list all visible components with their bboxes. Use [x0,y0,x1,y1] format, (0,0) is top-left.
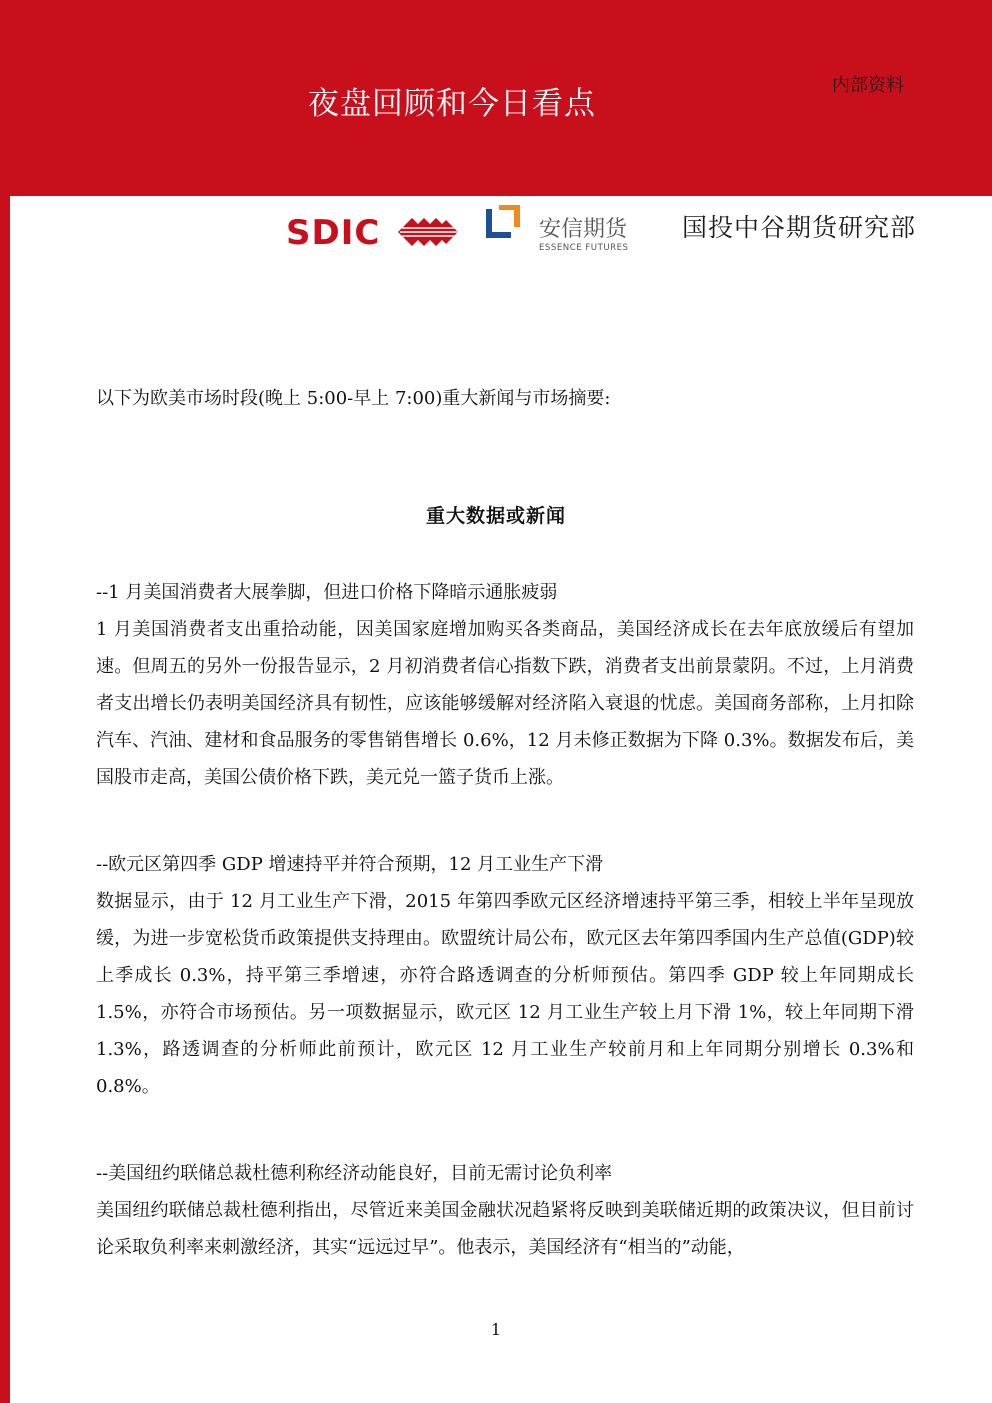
sdic-logo [286,208,462,256]
news-item [96,1155,914,1266]
left-edge-bar [0,196,10,1403]
news-item [96,846,914,1105]
header-banner [0,0,992,196]
essence-futures-logo [485,205,655,255]
news-headline: --美国纽约联储总裁杜德利称经济动能良好，目前无需讨论负利率 [96,1163,613,1184]
department-name: 国投中谷期货研究部 [682,213,917,242]
internal-tag: 内部资料 [832,75,904,96]
essence-en-name: ESSENCE FUTURES [539,243,629,253]
news-body: 1 月美国消费者支出重拾动能，因美国家庭增加购买各类商品，美国经济成长在去年底放缓后有望加速。但周五的另外一份报告显示，2 月初消费者信心指数下跌，消费者支出前景蒙阴。不过，上月消费者支出增长仍表明美国经济具有韧性，应该能够缓解对经济陷入衰退的忧虑。美国商务部称，上月扣除汽车、汽油、建材和食品服务的零售销售增长 0.6%，12 月未修正数据为下降 0.3%。数据发布后，美国股市走高，美国公债价格下跌，美元兑一篮子货币上涨。 [96,619,914,788]
news-headline: --1 月美国消费者大展拳脚，但进口价格下降暗示通胀疲弱 [96,582,558,603]
news-body: 美国纽约联储总裁杜德利指出，尽管近来美国金融状况趋紧将反映到美联储近期的政策决议，但目前讨论采取负利率来刺激经济，其实“远远过早”。他表示，美国经济有“相当的”动能， [96,1200,914,1258]
page-number: 1 [490,1320,502,1339]
news-headline: --欧元区第四季 GDP 增速持平并符合预期，12 月工业生产下滑 [96,854,604,875]
report-title: 夜盘回顾和今日看点 [308,86,596,122]
essence-cn-name: 安信期货 [539,217,628,242]
intro-text: 以下为欧美市场时段(晚上 5:00-早上 7:00)重大新闻与市场摘要: [96,388,611,409]
news-item [96,574,914,796]
sdic-logo-text: SDIC [286,213,381,253]
news-body: 数据显示，由于 12 月工业生产下滑，2015 年第四季欧元区经济增速持平第三季，相较上半年呈现放缓，为进一步宽松货币政策提供支持理由。欧盟统计局公布，欧元区去年第四季国内生产总值(GDP)较上季成长 0.3%，持平第三季增速，亦符合路透调查的分析师预估。第四季 GDP 较上年同期成长 1.5%，亦符合市场预估。另一项数据显示，欧元区 12 月工业生产较上月下滑 1%，较上年同期下滑 1.3%，路透调查的分析师此前预计，欧元区 12 月工业生产较前月和上年同期分别增长 0.3%和 0.8%。 [96,891,915,1097]
section-title: 重大数据或新闻 [425,505,566,527]
